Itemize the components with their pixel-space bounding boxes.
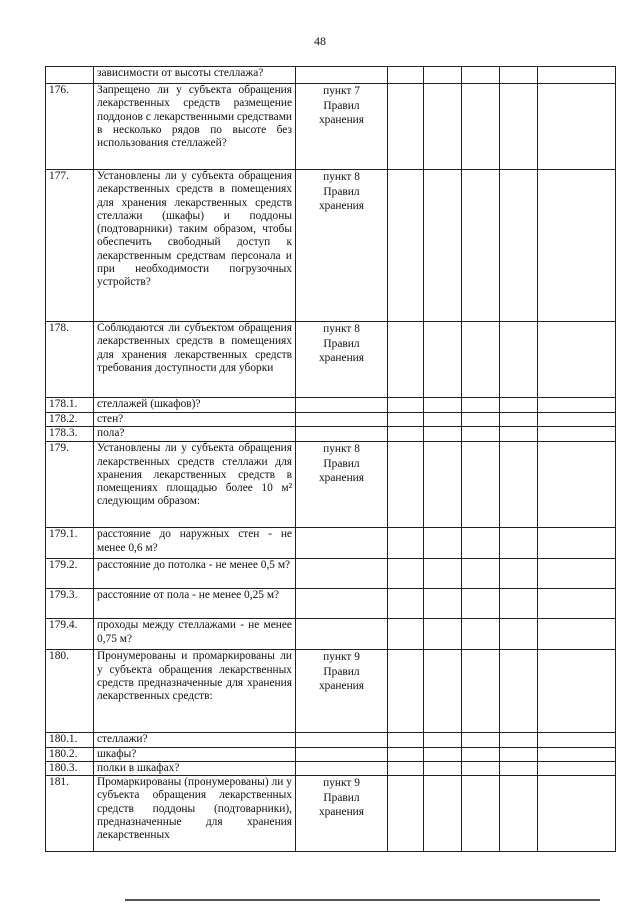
legal-reference-line: пункт 8 <box>323 443 360 456</box>
requirement-question: Установлены ли у субъекта обращения лекарственных средств стеллажи для хранения лекарственных средств в помещениях площадью более 10 м² следующим образом: <box>94 442 296 528</box>
legal-reference-line: Правил <box>323 457 360 470</box>
answer-cell <box>500 619 538 650</box>
table-row <box>46 398 616 413</box>
answer-cell <box>424 427 462 442</box>
legal-reference <box>296 427 388 442</box>
answer-cell <box>538 84 616 170</box>
answer-cell <box>538 559 616 589</box>
answer-cell <box>500 747 538 761</box>
legal-reference-line: Правил <box>323 665 360 678</box>
legal-reference-line: Правил <box>323 185 360 198</box>
answer-cell <box>462 650 500 733</box>
answer-cell <box>388 733 424 747</box>
table-row <box>46 559 616 589</box>
requirement-question: Соблюдаются ли субъектом обращения лекарственных средств в помещениях для хранения лекарственных средств требования доступности для уборки <box>94 322 296 398</box>
answer-cell <box>388 776 424 852</box>
answer-cell <box>388 427 424 442</box>
answer-cell <box>500 398 538 413</box>
requirement-question: стеллажей (шкафов)? <box>94 398 296 413</box>
answer-cell <box>388 322 424 398</box>
item-number: 178.1. <box>46 398 94 413</box>
answer-cell <box>500 589 538 619</box>
answer-cell <box>424 776 462 852</box>
answer-cell <box>462 528 500 559</box>
answer-cell <box>424 650 462 733</box>
item-number: 180.3. <box>46 761 94 775</box>
answer-cell <box>388 398 424 413</box>
legal-reference <box>296 170 388 322</box>
item-number: 181. <box>46 776 94 852</box>
table-row <box>46 589 616 619</box>
table-row <box>46 84 616 170</box>
table-row <box>46 413 616 427</box>
answer-cell <box>500 776 538 852</box>
answer-cell <box>424 528 462 559</box>
answer-cell <box>424 67 462 84</box>
legal-reference-line: Правил <box>323 99 360 112</box>
requirement-question: проходы между стеллажами - не менее 0,75 м? <box>94 619 296 650</box>
table-row <box>46 747 616 761</box>
item-number: 180.1. <box>46 733 94 747</box>
item-number: 179.1. <box>46 528 94 559</box>
answer-cell <box>538 427 616 442</box>
table-row <box>46 761 616 775</box>
legal-reference <box>296 84 388 170</box>
answer-cell <box>500 322 538 398</box>
answer-cell <box>500 559 538 589</box>
answer-cell <box>462 589 500 619</box>
legal-reference-line: пункт 8 <box>323 323 360 335</box>
answer-cell <box>424 84 462 170</box>
answer-cell <box>500 528 538 559</box>
legal-reference <box>296 398 388 413</box>
table-row <box>46 776 616 852</box>
requirement-question: расстояние от пола - не менее 0,25 м? <box>94 589 296 619</box>
answer-cell <box>462 776 500 852</box>
legal-reference <box>296 322 388 398</box>
answer-cell <box>388 650 424 733</box>
requirement-question: Пронумерованы и промаркированы ли у субъекта обращения лекарственных средств предназначенные для хранения лекарственных средств: <box>94 650 296 733</box>
legal-reference <box>296 650 388 733</box>
answer-cell <box>424 747 462 761</box>
answer-cell <box>462 322 500 398</box>
bottom-rule <box>125 899 600 901</box>
answer-cell <box>538 747 616 761</box>
table-row <box>46 322 616 398</box>
page-number: 48 <box>314 34 326 48</box>
legal-reference <box>296 747 388 761</box>
answer-cell <box>462 84 500 170</box>
answer-cell <box>462 747 500 761</box>
requirement-question: Установлены ли у субъекта обращения лекарственных средств в помещениях для хранения лекарственных средств стеллажи (шкафы) и поддоны (подтоварники) таким образом, чтобы обеспечить свободный доступ к лекарственным средствам персонала и при необходимости погрузочных устройств? <box>94 170 296 322</box>
item-number: 178.3. <box>46 427 94 442</box>
requirement-question: расстояние до наружных стен - не менее 0,6 м? <box>94 528 296 559</box>
item-number: 178. <box>46 322 94 398</box>
answer-cell <box>538 170 616 322</box>
answer-cell <box>462 442 500 528</box>
answer-cell <box>538 442 616 528</box>
legal-reference-line: хранения <box>318 352 365 364</box>
table-row <box>46 650 616 733</box>
legal-reference <box>296 761 388 775</box>
item-number: 177. <box>46 170 94 322</box>
item-number: 179.3. <box>46 589 94 619</box>
answer-cell <box>462 761 500 775</box>
legal-reference <box>296 413 388 427</box>
answer-cell <box>538 589 616 619</box>
answer-cell <box>424 322 462 398</box>
answer-cell <box>388 442 424 528</box>
table-row <box>46 67 616 84</box>
legal-reference <box>296 67 388 84</box>
answer-cell <box>424 589 462 619</box>
answer-cell <box>424 398 462 413</box>
item-number: 179.2. <box>46 559 94 589</box>
requirement-question: Запрещено ли у субъекта обращения лекарственных средств размещение поддонов с лекарственными средствами в несколько рядов по высоте без использования стеллажей? <box>94 84 296 170</box>
requirement-question: шкафы? <box>94 747 296 761</box>
answer-cell <box>388 761 424 775</box>
answer-cell <box>462 427 500 442</box>
answer-cell <box>388 67 424 84</box>
legal-reference-line: хранения <box>318 114 365 126</box>
answer-cell <box>462 733 500 747</box>
legal-reference <box>296 528 388 559</box>
answer-cell <box>538 528 616 559</box>
answer-cell <box>388 747 424 761</box>
answer-cell <box>388 84 424 170</box>
answer-cell <box>388 559 424 589</box>
table-row <box>46 619 616 650</box>
answer-cell <box>424 413 462 427</box>
answer-cell <box>500 650 538 733</box>
item-number: 180.2. <box>46 747 94 761</box>
answer-cell <box>462 67 500 84</box>
item-number: 176. <box>46 84 94 170</box>
legal-reference <box>296 589 388 619</box>
answer-cell <box>388 170 424 322</box>
legal-reference-line: хранения <box>318 200 365 212</box>
legal-reference-line: хранения <box>318 472 365 485</box>
legal-reference-line: пункт 9 <box>323 777 360 790</box>
requirement-question: расстояние до потолка - не менее 0,5 м? <box>94 559 296 589</box>
legal-reference-line: пункт 8 <box>323 171 360 183</box>
answer-cell <box>500 413 538 427</box>
answer-cell <box>538 398 616 413</box>
answer-cell <box>424 559 462 589</box>
answer-cell <box>538 322 616 398</box>
answer-cell <box>538 761 616 775</box>
answer-cell <box>424 761 462 775</box>
legal-reference <box>296 559 388 589</box>
item-number: 178.2. <box>46 413 94 427</box>
legal-reference <box>296 776 388 852</box>
legal-reference-line: пункт 9 <box>323 651 360 664</box>
answer-cell <box>500 67 538 84</box>
answer-cell <box>538 650 616 733</box>
answer-cell <box>462 559 500 589</box>
answer-cell <box>462 398 500 413</box>
item-number: 179. <box>46 442 94 528</box>
answer-cell <box>538 413 616 427</box>
legal-reference-line: хранения <box>318 806 365 819</box>
answer-cell <box>538 733 616 747</box>
answer-cell <box>500 442 538 528</box>
answer-cell <box>388 413 424 427</box>
answer-cell <box>388 619 424 650</box>
legal-reference-line: хранения <box>318 680 365 693</box>
requirement-question: стеллажи? <box>94 733 296 747</box>
table-row <box>46 170 616 322</box>
answer-cell <box>462 170 500 322</box>
answer-cell <box>462 413 500 427</box>
answer-cell <box>388 589 424 619</box>
answer-cell <box>424 733 462 747</box>
table-row <box>46 528 616 559</box>
table-row <box>46 733 616 747</box>
legal-reference-line: пункт 7 <box>323 85 360 97</box>
answer-cell <box>538 776 616 852</box>
legal-reference-line: Правил <box>323 337 360 350</box>
item-number: 180. <box>46 650 94 733</box>
requirement-question: полки в шкафах? <box>94 761 296 775</box>
answer-cell <box>462 619 500 650</box>
answer-cell <box>424 442 462 528</box>
item-number: 179.4. <box>46 619 94 650</box>
answer-cell <box>538 67 616 84</box>
answer-cell <box>500 427 538 442</box>
table-row <box>46 442 616 528</box>
table-row <box>46 427 616 442</box>
legal-reference <box>296 733 388 747</box>
answer-cell <box>500 733 538 747</box>
requirement-question: пола? <box>94 427 296 442</box>
requirement-question: зависимости от высоты стеллажа? <box>94 67 296 84</box>
answer-cell <box>424 170 462 322</box>
checklist-rows <box>46 67 616 852</box>
legal-reference <box>296 442 388 528</box>
answer-cell <box>538 619 616 650</box>
checklist-table <box>45 66 616 852</box>
legal-reference <box>296 619 388 650</box>
answer-cell <box>500 170 538 322</box>
requirement-question: стен? <box>94 413 296 427</box>
item-number <box>46 67 94 84</box>
answer-cell <box>500 761 538 775</box>
answer-cell <box>500 84 538 170</box>
answer-cell <box>388 528 424 559</box>
answer-cell <box>424 619 462 650</box>
legal-reference-line: Правил <box>323 791 360 804</box>
requirement-question: Промаркированы (пронумерованы) ли у субъекта обращения лекарственных средств поддоны (подтоварники), предназначенные для хранения лекарственных <box>94 776 296 852</box>
